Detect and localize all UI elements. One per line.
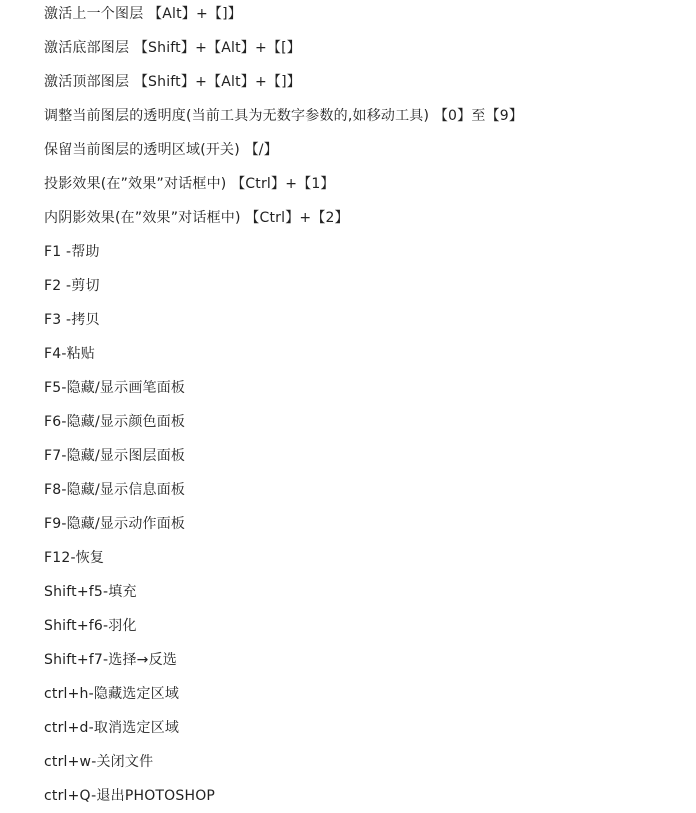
shortcut-line: F12-恢复	[44, 550, 105, 566]
shortcut-line: 激活底部图层 【Shift】+【Alt】+【[】	[44, 40, 301, 56]
shortcut-line: 激活顶部图层 【Shift】+【Alt】+【]】	[44, 74, 301, 90]
shortcut-line: 投影效果(在”效果”对话框中) 【Ctrl】+【1】	[44, 176, 335, 192]
shortcut-line: Shift+f6-羽化	[44, 618, 137, 634]
shortcut-line: F9-隐藏/显示动作面板	[44, 516, 186, 532]
shortcut-line: Shift+f7-选择→反选	[44, 652, 177, 668]
shortcut-line: ctrl+Q-退出PHOTOSHOP	[44, 788, 216, 804]
shortcut-line: Shift+f5-填充	[44, 584, 137, 600]
shortcut-line: F5-隐藏/显示画笔面板	[44, 380, 186, 396]
shortcut-line: ctrl+w-关闭文件	[44, 754, 154, 770]
shortcut-line: ctrl+h-隐藏选定区域	[44, 686, 180, 702]
shortcut-line: 保留当前图层的透明区域(开关) 【/】	[44, 142, 278, 158]
shortcut-line: F1 -帮助	[44, 244, 100, 260]
shortcut-line: F6-隐藏/显示颜色面板	[44, 414, 186, 430]
shortcut-document	[44, 0, 684, 813]
shortcut-line: ctrl+d-取消选定区域	[44, 720, 180, 736]
shortcut-line: F4-粘贴	[44, 346, 96, 362]
shortcut-line: F7-隐藏/显示图层面板	[44, 448, 186, 464]
shortcut-line: 内阴影效果(在”效果”对话框中) 【Ctrl】+【2】	[44, 210, 349, 226]
shortcut-line: F3 -拷贝	[44, 312, 100, 328]
shortcut-line: F8-隐藏/显示信息面板	[44, 482, 186, 498]
shortcut-line: F2 -剪切	[44, 278, 100, 294]
shortcut-line: 激活上一个图层 【Alt】+【]】	[44, 6, 242, 22]
shortcut-line: 调整当前图层的透明度(当前工具为无数字参数的,如移动工具) 【0】至【9】	[44, 108, 524, 124]
